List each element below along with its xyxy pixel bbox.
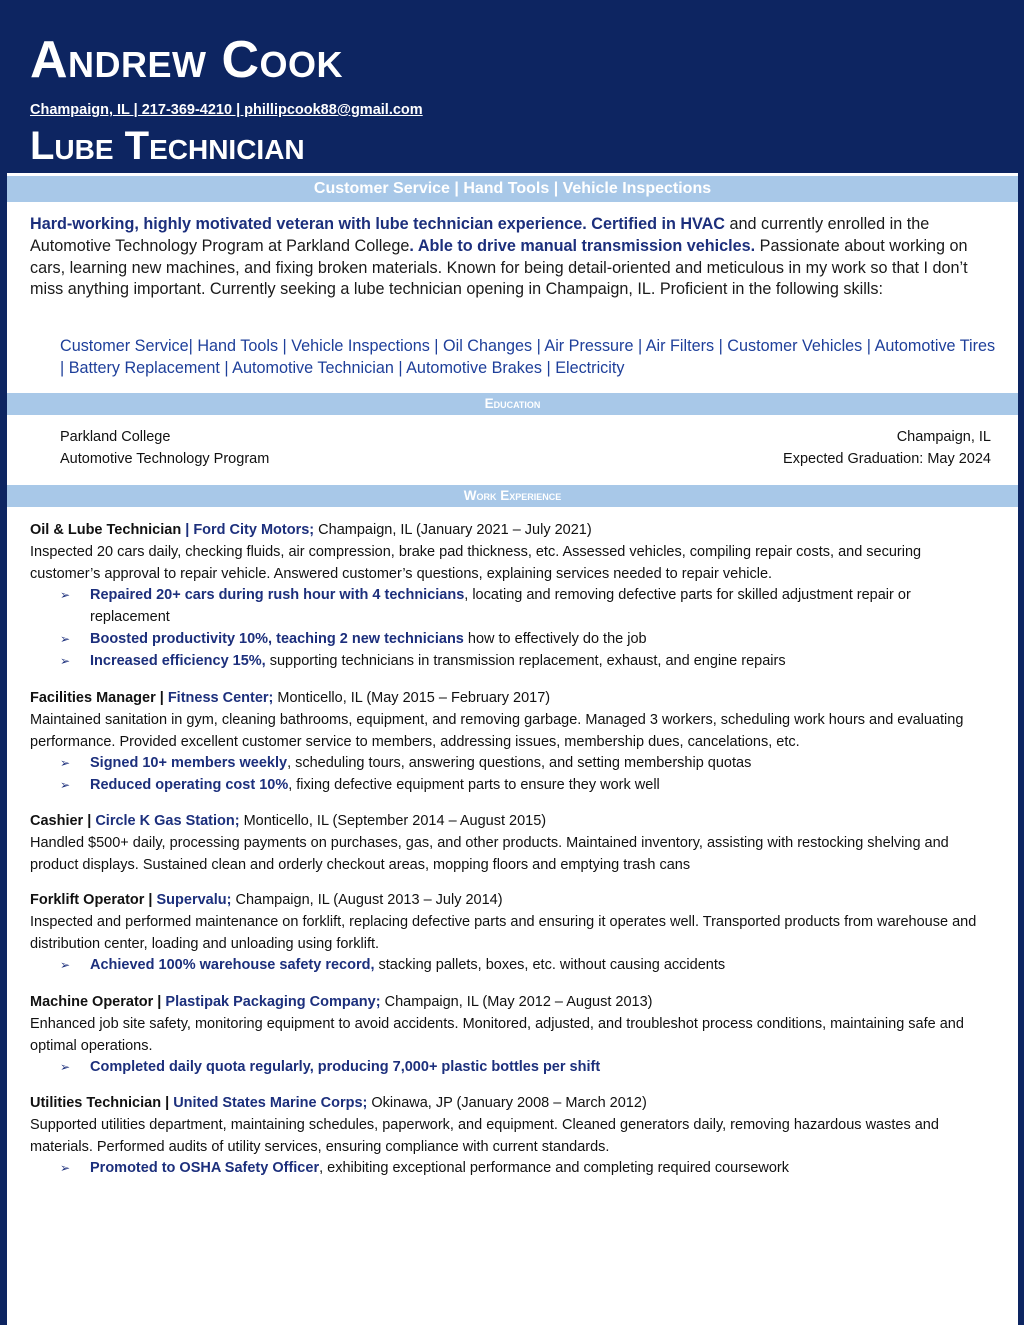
contact-line[interactable]: Champaign, IL | 217-369-4210 | phillipcook88@gmail.com bbox=[30, 102, 423, 118]
achievement-highlight: Repaired 20+ cars during rush hour with 4 technicians bbox=[90, 587, 465, 604]
job-entry bbox=[30, 890, 990, 977]
target-role: Lube Technician bbox=[30, 124, 305, 168]
achievement-highlight: Signed 10+ members weekly bbox=[90, 755, 288, 772]
job-entry bbox=[30, 688, 990, 797]
school-location: Champaign, IL bbox=[896, 429, 991, 445]
achievement-text: , locating and removing defective parts for skilled adjustment repair or replacement bbox=[90, 587, 911, 626]
candidate-name: Andrew Cook bbox=[30, 31, 344, 89]
achievement-highlight: Promoted to OSHA Safety Officer bbox=[90, 1160, 320, 1177]
job-title: Machine Operator | bbox=[30, 994, 166, 1010]
company-name: | Ford City Motors; bbox=[181, 522, 315, 538]
job-location-dates: Monticello, IL (September 2014 – August 2015) bbox=[239, 813, 547, 829]
job-entry bbox=[30, 811, 990, 876]
job-description: Enhanced job site safety, monitoring equipment to avoid accidents. Monitored, adjusted, and troubleshot process conditions, maintaining safe and optimal operations. bbox=[30, 1015, 964, 1054]
job-header bbox=[30, 992, 990, 1014]
achievement-list bbox=[30, 955, 990, 977]
job-description: Inspected 20 cars daily, checking fluids, air compression, brake pad thickness, etc. Assessed vehicles, compiling repair costs, and securing customer’s approval to repair vehicle. Answered customer’s questions, explaining services needed to repair vehicle. bbox=[30, 543, 922, 582]
summary-highlight-2: Able to drive manual transmission vehicles. bbox=[413, 236, 756, 255]
job-location-dates: Okinawa, JP (January 2008 – March 2012) bbox=[367, 1095, 647, 1111]
company-name: Fitness Center; bbox=[167, 690, 274, 706]
summary-period: . bbox=[409, 236, 414, 255]
job-title: Facilities Manager | bbox=[30, 690, 168, 706]
job-entry bbox=[30, 992, 990, 1079]
achievement-highlight: Increased efficiency 15%, bbox=[90, 652, 266, 669]
job-description: Supported utilities department, maintaining schedules, paperwork, and equipment. Cleaned generators daily, removing hazardous wastes and materials. Performed audits of utility services, ensuring compliance with current standards. bbox=[30, 1116, 939, 1155]
summary-text-2: Passionate about working on cars, learning new machines, and fixing broken materials. Known for being detail-oriented and meticulous in my work so that I don’t miss anything important. Currently seeking a lube technician opening in Champaign, IL. Proficient in the following skills: bbox=[30, 236, 968, 299]
job-entry bbox=[30, 520, 990, 673]
job-header bbox=[30, 520, 990, 542]
achievement-list bbox=[30, 1057, 990, 1079]
achievement-text: , scheduling tours, answering questions, and setting membership quotas bbox=[287, 755, 752, 772]
arrow-bullet-icon: ➢ bbox=[60, 1060, 71, 1075]
achievement-highlight: Completed daily quota regularly, producing 7,000+ plastic bottles per shift bbox=[90, 1059, 601, 1076]
job-description: Inspected and performed maintenance on forklift, replacing defective parts and ensuring it operates well. Transported products from warehouse and distribution center, loading and unloading using forklift. bbox=[30, 913, 977, 952]
achievement-text: , fixing defective equipment parts to ensure they work well bbox=[288, 777, 660, 794]
job-header bbox=[30, 811, 990, 833]
job-location-dates: Monticello, IL (May 2015 – February 2017) bbox=[273, 690, 551, 706]
arrow-bullet-icon: ➢ bbox=[60, 778, 71, 793]
job-title: Utilities Technician | bbox=[30, 1095, 174, 1111]
job-location-dates: Champaign, IL (May 2012 – August 2013) bbox=[380, 994, 653, 1010]
program-name: Automotive Technology Program bbox=[60, 451, 270, 467]
job-description: Maintained sanitation in gym, cleaning bathrooms, equipment, and removing garbage. Managed 3 workers, scheduling work hours and evaluating performance. Provided excellent customer service to members, addressing issues, membership dues, cancelations, etc. bbox=[30, 711, 964, 750]
job-location-dates: Champaign, IL (January 2021 – July 2021) bbox=[314, 522, 592, 538]
achievement-item bbox=[30, 1158, 990, 1180]
achievement-text: stacking pallets, boxes, etc. without causing accidents bbox=[374, 957, 726, 974]
job-entry bbox=[30, 1093, 990, 1180]
achievement-text: how to effectively do the job bbox=[463, 630, 647, 647]
arrow-bullet-icon: ➢ bbox=[60, 631, 71, 646]
job-header bbox=[30, 688, 990, 710]
achievement-item bbox=[30, 753, 990, 775]
achievement-highlight: Reduced operating cost 10% bbox=[90, 777, 289, 794]
job-title: Oil & Lube Technician bbox=[30, 522, 182, 538]
achievement-item bbox=[30, 1057, 990, 1079]
job-title: Cashier | bbox=[30, 813, 96, 829]
work-experience-heading: Work Experience bbox=[7, 485, 1018, 507]
company-name: Plastipak Packaging Company; bbox=[165, 994, 381, 1010]
achievement-list bbox=[30, 753, 990, 797]
achievement-item bbox=[30, 955, 990, 977]
achievement-list bbox=[30, 585, 990, 672]
company-name: United States Marine Corps; bbox=[173, 1095, 368, 1111]
achievement-item bbox=[30, 585, 990, 629]
school-name: Parkland College bbox=[60, 429, 171, 445]
arrow-bullet-icon: ➢ bbox=[60, 653, 71, 668]
achievement-text: supporting technicians in transmission replacement, exhaust, and engine repairs bbox=[265, 652, 786, 669]
arrow-bullet-icon: ➢ bbox=[60, 1161, 71, 1176]
arrow-bullet-icon: ➢ bbox=[60, 756, 71, 771]
job-header bbox=[30, 1093, 990, 1115]
arrow-bullet-icon: ➢ bbox=[60, 958, 71, 973]
skills-banner: Customer Service | Hand Tools | Vehicle Inspections bbox=[7, 176, 1018, 202]
achievement-item bbox=[30, 629, 990, 651]
job-title: Forklift Operator | bbox=[30, 892, 157, 908]
company-name: Circle K Gas Station; bbox=[95, 813, 240, 829]
arrow-bullet-icon: ➢ bbox=[60, 588, 71, 603]
summary-text-1: and currently enrolled in the Automotive Technology Program at Parkland College bbox=[30, 215, 930, 255]
job-location-dates: Champaign, IL (August 2013 – July 2014) bbox=[231, 892, 503, 908]
graduation-date: Expected Graduation: May 2024 bbox=[783, 451, 991, 467]
company-name: Supervalu; bbox=[156, 892, 232, 908]
achievement-highlight: Achieved 100% warehouse safety record, bbox=[90, 957, 375, 974]
job-header bbox=[30, 890, 990, 912]
achievement-item bbox=[30, 775, 990, 797]
job-description: Handled $500+ daily, processing payments on purchases, gas, and other products. Maintained inventory, assisting with restocking shelving and product displays. Sustained clean and orderly checkout areas, mopping floors and emptying trash cans bbox=[30, 834, 949, 873]
education-heading: Education bbox=[7, 393, 1018, 415]
professional-summary bbox=[30, 214, 990, 301]
achievement-text: , exhibiting exceptional performance and completing required coursework bbox=[319, 1160, 789, 1177]
achievement-highlight: Boosted productivity 10%, teaching 2 new technicians bbox=[90, 630, 464, 647]
summary-highlight-1: Hard-working, highly motivated veteran with lube technician experience. Certified in HVAC bbox=[30, 215, 726, 233]
skills-list: Customer Service| Hand Tools | Vehicle Inspections | Oil Changes | Air Pressure | Air Filters | Customer Vehicles | Automotive Tires | Battery Replacement | Automotive Technician | Automotive Brakes | Electricity bbox=[60, 337, 996, 377]
achievement-item bbox=[30, 651, 990, 673]
achievement-list bbox=[30, 1158, 990, 1180]
